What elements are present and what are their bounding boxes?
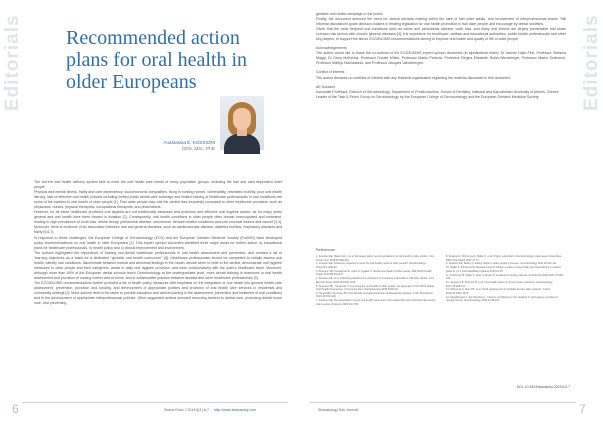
body-paragraph: The authors highlighted the importance of training non-dental healthcare professionals in oral health assessment and prevention, and created a list of 'learning objectives as a basis for a dedicated "geriatric oral health curriculum"' [8]. Healthcare professionals should be competent to initially assess oral health, identify oral conditions, discriminate between normal and abnormal findings in the mouth, decide when to refer to the dentist, demonstrate oral hygiene measures to older people and their caregivers, assist in daily oral hygiene provision, and work collaboratively with the older's healthcare team. Moreover, although more than 60% of the European dental schools teach Gerodontology at the undergraduate level, more dental training in teamwork in oral health assessment and provision in nursing homes and at home, and in collaborative practice between dentists and other healthcare professionals [9]. bbox=[34, 250, 282, 280]
body-paragraph: Finally, the document stressed the need for clinical decision-making within the care of frail older adults, and involvement of interprofessional teams. Still informal discussions guide decision-makers in treating legislation for oral health promotion in frail older people and encourage by dental societies. bbox=[316, 17, 566, 27]
body-paragraph: However, for all these healthcare providers oral aspects are not traditionally assessed and problems and effective oral hygiene advice, as for many years general and oral health have been viewed in isolation [2]. Consequently, oral health conditions in older people often remain unrecognized and untreated, leading to high prevalence of tooth loss, dental decay, periodontal disease, xerostomia, denture-related conditions and oral mucosal lesions and cancer [3,4]. Moreover, there is evidence of an association between oral and general diseases, such as cardiovascular disease, diabetes mellitus, respiratory diseases and frailty [5,6,7]. bbox=[34, 210, 282, 235]
article-title: Recommended action plans for oral health in older Europeans bbox=[66, 27, 248, 93]
left-body-text bbox=[34, 180, 282, 306]
reference-item: 5. Petersen PE, Yamamoto T. Improving the oral health of older people: the approach of the WHO Global Oral Health Programme. Community Dent Oral Epidemiol 2005;33:81-92. bbox=[316, 284, 434, 292]
body-paragraph: geriatric oral health campaign to the public. bbox=[316, 12, 384, 16]
section-label-right: Editorials bbox=[581, 14, 602, 111]
author-photo bbox=[220, 96, 264, 150]
reference-item: 4. Kossioni AE, et al. Practical guidelines for physicians in promoting oral health in frail older adults. J Am Med Dir Assoc 2018;19:1039-1046. bbox=[316, 277, 435, 284]
page-number-left: 6 bbox=[12, 402, 19, 416]
author-degree: DDS, MSc, PhD bbox=[182, 146, 215, 151]
footer-journal-name: Stomatology Edu Journal bbox=[318, 408, 359, 412]
signature-role: Leader of the Task & Finish Group on Gerodontology by the European College of Gerodontology and the European Geriatric Medicine Society bbox=[316, 94, 539, 99]
references-list bbox=[316, 255, 566, 306]
reference-item: 9. Kossioni AE, Bellou O. Eating habits in older people in Greece. Gerodontology 2011;28:112-121. bbox=[446, 262, 558, 266]
body-paragraph: The current oral health delivery system fails to meet the oral health care needs of many population groups, including the frail and care-dependent older people. bbox=[34, 180, 282, 190]
body-paragraph: The ECG/EuGMS recommendations further provided a list of health policy measures with emphasis on the integration of oral health into general health care assessment, prevention, provision and funding, and development of appropriate policies and provision of oral health care services in residential and community settings [1]. More actions need to be taken to provide education and clinical training in the assessment, prevention and treatment of oral conditions and in the development of appropriate interprofessional policies. Other suggested actions included removing barriers to dental care, promoting dental home care, and preventing bbox=[34, 280, 282, 306]
signature-affiliation: Associate Professor, Division of Gerodontology, Department of Prosthodontics, School of Dentistry, National and Kapodistrian University of Athens, Greece bbox=[316, 89, 559, 94]
reference-item: 12. Janssens B, Petrovic M, et al. Oral health status of nursing home residents. Gerodontology 2017;34:209-217. bbox=[446, 281, 553, 288]
reference-item: 7. Kossioni AE. The association of poor oral health parameters with malnutrition and nutritional risk among older people. Nutrients 2018;10:1709. bbox=[316, 299, 436, 306]
signature-block bbox=[316, 85, 566, 100]
acknowledgements-heading: Acknowledgements bbox=[316, 46, 347, 51]
footer-rule-left bbox=[22, 402, 288, 403]
references-heading: References bbox=[316, 248, 335, 252]
doi-label: DOI: 10.2524/stomaedu.2019.6.6-7 bbox=[516, 385, 570, 389]
left-page bbox=[20, 0, 298, 424]
conflict-heading: Conflict of interest bbox=[316, 70, 345, 75]
body-paragraph: Physical and mental illness, frailty and care dependency, socioeconomic inequalities, living in nursing homes, vulnerability, restricted mobility, poor oral health literacy, lack of effective oral health policies including limited public dental care coverage and limited training of healthcare professionals in oral conditions are some of the barriers to oral health of older people [1]. Frail older people may visit the dentist less frequently compared to other healthcare providers, such as physicians, nurses, physical therapists, occupational therapists, and pharmacists. bbox=[34, 190, 282, 210]
author-name: Anastassia E. KOSSIONI bbox=[163, 140, 215, 145]
footer-rule-right bbox=[310, 402, 576, 403]
right-page bbox=[302, 0, 580, 424]
reference-item: 2. Kossioni AE. Is Europe prepared to meet the oral health needs of older people? Gerodontology 2012;29:e1230-40. bbox=[316, 262, 426, 269]
signature-name: AE Kossioni bbox=[316, 84, 336, 89]
reference-item: 10. Müller F, Schimmel M. Revised success criteria: a vision to meet frailty and dependency in implant patients. Int J Oral Maxillofac Implants 2016;31:15. bbox=[446, 266, 561, 273]
right-body-text bbox=[316, 12, 566, 100]
body-paragraph: Given that the most frequent oral conditions such as caries and periodontal disease, tooth loss, and many oral lesions are largely preventable and share common risk factors with chronic general diseases [4], it is imperative for healthcare, welfare and educational authorities, public health professionals and other key players, to support the above ECG/EuGMS recommendations aiming to improve oral health and quality of life of older people. bbox=[316, 27, 566, 42]
body-paragraph: In response to these challenges, the European College of Gerodontology (ECG) and the European Geriatric Medicine Society (EuGMS) have developed policy recommendations on oral health in older Europeans [1]. This expert opinion document identified three major areas for further action: a) educational plans for healthcare professionals, b) health policy and c) clinical improvement and involvement. bbox=[34, 235, 282, 250]
acknowledgements-text: The author would like to thank the co-authors of the ECG/EuGMS expert opinion document (in alphabetical order): Dr Jacinto Hajto-Fink, Professor Stefania Maggi, Dr Gerry McKenna, Professor Frauke Müller, Professor Marko Petrovic, Professor Regina Elisabeth Roller-Wirnsberger, Professor Martin Schimmel, Professor Martija Tsanidakinis, and Professor Jacques Vanobbergen. bbox=[316, 51, 566, 66]
reference-item: 6. Tonetti MS, Van Dyke TE. Periodontitis and atherosclerotic cardiovascular disease. J Clin Periodontol 2013;40:S24-S29. bbox=[316, 291, 433, 299]
reference-item: 3. Petersen PE, Kandelman D, Arpin S, Ogawa H. Global oral health of older people. Bull World Health Organ 2010;88:641-647. bbox=[316, 269, 432, 277]
page-number-right: 7 bbox=[579, 402, 586, 416]
reference-item: 11. Schimmel M, Müller F, Suter V, Buser D. Implants for elderly patients. Periodontol 2000 2017;73:228-240. bbox=[446, 273, 564, 281]
reference-item: 13. McKenna G, Allen PF, et al. Tooth replacement for partially dentate older patients. J Dent 2015;43:1467-1473. bbox=[446, 288, 551, 295]
conflict-text: The author declares no conflicts of interest with any financial organization regarding the material discussed in this document. bbox=[316, 75, 512, 80]
section-label-left: Editorials bbox=[2, 14, 23, 111]
footer-website-link[interactable]: http://www.stomaeduj.com bbox=[214, 408, 256, 412]
reference-item: 1. Kossioni AE, Hajto-Fink J, et al. European policy recommendations on oral health in older adults. J Am Geriatr Soc 2018;66:609-613. bbox=[316, 255, 435, 262]
reference-item: 14. Vanobbergen J, De Visschere L. Factors contributing to the variation in oral hygiene practices in nursing homes. Gerodontology 2005;22:95-101. bbox=[446, 295, 559, 303]
footer-citation: Stoma Educ J 2019;6(1):6-7. bbox=[164, 408, 210, 412]
reference-item: 8. Kossioni A, McKenna G, Müller F, et al. Higher education in Gerodontology in European Universities. BMC Oral Health 2017;17:71. bbox=[446, 255, 562, 262]
